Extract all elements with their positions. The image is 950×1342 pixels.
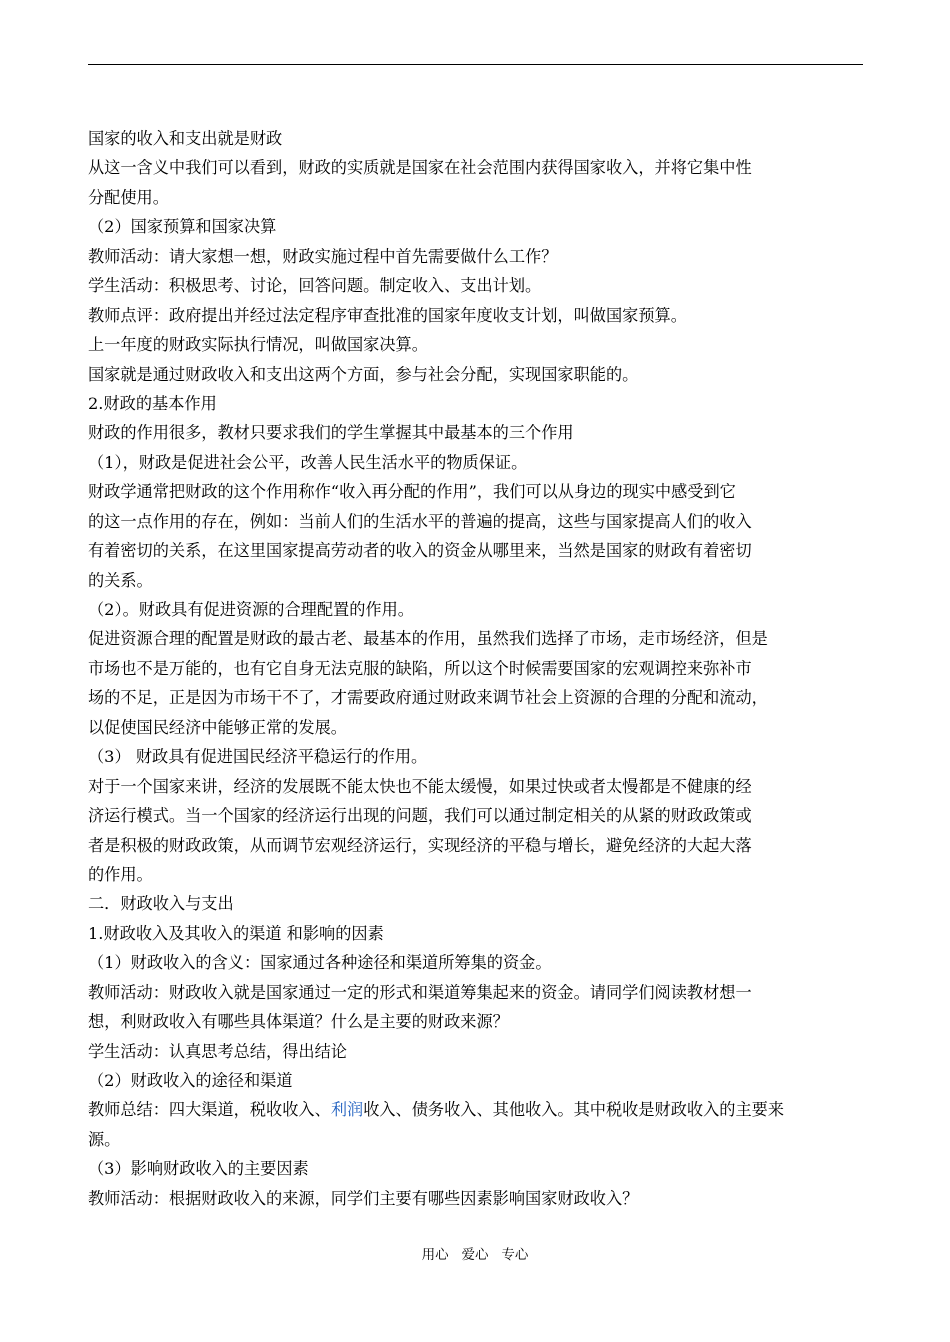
text-line: 2.财政的基本作用 xyxy=(88,393,217,413)
text-line: （3）影响财政收入的主要因素 xyxy=(88,1159,309,1179)
text-line: 学生活动：积极思考、讨论，回答问题。制定收入、支出计划。 xyxy=(88,276,542,296)
text-line: （2）。财政具有促进资源的合理配置的作用。 xyxy=(88,600,414,619)
text-line: 的这一点作用的存在，例如：当前人们的生活水平的普遍的提高，这些与国家提高人们的收入 xyxy=(88,511,752,531)
text-line: 分配使用。 xyxy=(88,187,169,207)
text-line: （1），财政是促进社会公平，改善人民生活水平的物质保证。 xyxy=(88,452,528,472)
text-line: 教师活动：请大家想一想，财政实施过程中首先需要做什么工作？ xyxy=(88,246,558,266)
text-line: 从这一含义中我们可以看到，财政的实质就是国家在社会范围内获得国家收入，并将它集中性 xyxy=(88,158,752,178)
text-line: 财政学通常把财政的这个作用称作“收入再分配的作用”，我们可以从身边的现实中感受到它 xyxy=(88,482,736,502)
text-line: 1.财政收入及其收入的渠道 和影响的因素 xyxy=(88,923,384,943)
text-line: （2）财政收入的途径和渠道 xyxy=(88,1071,293,1090)
text-line: 教师活动：财政收入就是国家通过一定的形式和渠道筹集起来的资金。请同学们阅读教材想一 xyxy=(88,982,752,1002)
text-line: 场的不足，正是因为市场干不了，才需要政府通过财政来调节社会上资源的合理的分配和流动， xyxy=(88,688,768,708)
text-line: 以促使国民经济中能够正常的发展。 xyxy=(88,717,347,737)
text-line: 教师点评：政府提出并经过法定程序审查批准的国家年度收支计划，叫做国家预算。 xyxy=(88,305,687,325)
text-line: 上一年度的财政实际执行情况，叫做国家决算。 xyxy=(88,335,428,355)
text-line: 源。 xyxy=(88,1129,121,1149)
text-line: 国家的收入和支出就是财政 xyxy=(88,129,283,148)
text-line: （3） 财政具有促进国民经济平稳运行的作用。 xyxy=(88,747,428,767)
text-line: 促进资源合理的配置是财政的最古老、最基本的作用，虽然我们选择了市场，走市场经济，但是 xyxy=(88,629,768,649)
text-line: 的作用。 xyxy=(88,864,153,884)
text-line: 市场也不是万能的，也有它自身无法克服的缺陷，所以这个时候需要国家的宏观调控来弥补市 xyxy=(88,658,752,678)
text-line: 想，利财政收入有哪些具体渠道？什么是主要的财政来源？ xyxy=(88,1012,509,1032)
text-line xyxy=(88,1095,868,1124)
text-line: 财政的作用很多，教材只要求我们的学生掌握其中最基本的三个作用 xyxy=(88,423,574,443)
page-footer: 用心 爱心 专心 xyxy=(421,1247,529,1263)
text-line: 有着密切的关系，在这里国家提高劳动者的收入的资金从哪里来，当然是国家的财政有着密切 xyxy=(88,541,752,561)
header-rule xyxy=(88,64,863,65)
text-line: （1）财政收入的含义：国家通过各种途径和渠道所筹集的资金。 xyxy=(88,953,552,973)
text-line: 二．财政收入与支出 xyxy=(88,894,234,914)
profit-link[interactable]: 利润 xyxy=(330,1100,364,1120)
line-text-after-link: 收入、债务收入、其他收入。其中税收是财政收入的主要来 xyxy=(363,1100,785,1120)
text-line: 学生活动：认真思考总结，得出结论 xyxy=(88,1041,347,1061)
text-line: 国家就是通过财政收入和支出这两个方面，参与社会分配，实现国家职能的。 xyxy=(88,364,639,384)
text-line: 教师活动：根据财政收入的来源，同学们主要有哪些因素影响国家财政收入？ xyxy=(88,1188,639,1208)
document-body xyxy=(88,124,868,1213)
text-line: 济运行模式。当一个国家的经济运行出现的问题，我们可以通过制定相关的从紧的财政政策或 xyxy=(88,806,752,826)
text-line: 者是积极的财政政策，从而调节宏观经济运行，实现经济的平稳与增长，避免经济的大起大落 xyxy=(88,835,752,855)
text-line: （2）国家预算和国家决算 xyxy=(88,217,277,237)
line-text-before-link: 教师总结：四大渠道，税收收入、 xyxy=(88,1100,331,1120)
text-line: 的关系。 xyxy=(88,570,153,590)
text-line: 对于一个国家来讲，经济的发展既不能太快也不能太缓慢，如果过快或者太慢都是不健康的经 xyxy=(88,776,752,796)
